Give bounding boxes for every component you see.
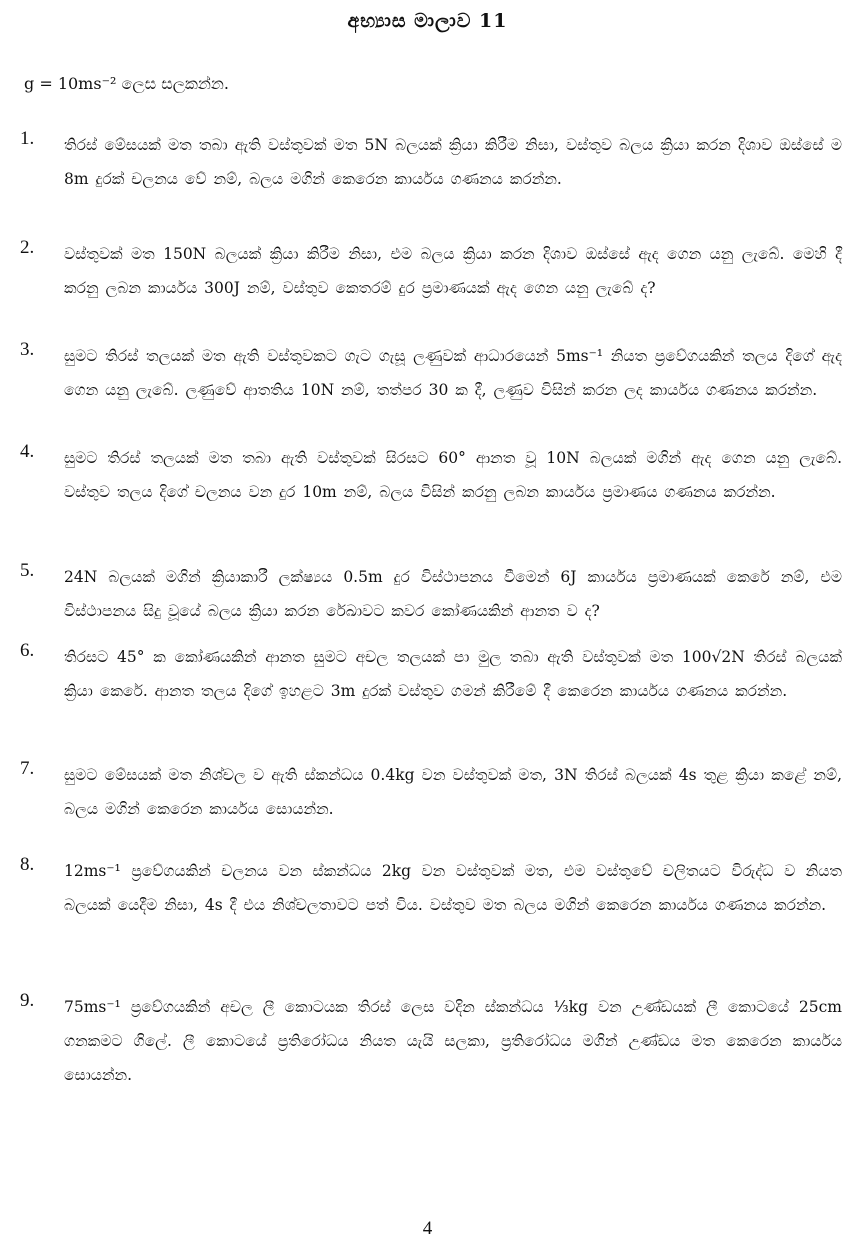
question-number: 5. xyxy=(20,560,35,581)
question-number: 7. xyxy=(20,758,35,779)
page-number: 4 xyxy=(422,1218,433,1239)
question-number: 8. xyxy=(20,854,35,875)
question-text: සුමට තිරස් තලයක් මත තබා ඇති වස්තුවක් සිරසට 60° ආනත වූ 10N බලයක් මගින් ඇද ගෙන යනු ලැබේ. වස්තුව තලය දිගේ චලනය වන දුර 10m නම්, බලය විසින් කරනු ලබන කාර්යය ප්‍රමාණය ගණනය කරන්න. xyxy=(64,449,842,501)
question-text: 12ms⁻¹ ප්‍රවේගයකින් චලනය වන ස්කන්ධය 2kg වන වස්තුවක් මත, එම වස්තුවේ චලිතයට විරුද්ධ ව නියත බලයක් යෙදීම නිසා, 4s දී එය නිශ්චලතාවට පත් විය. වස්තුව මත බලය මගින් කෙරෙන කාර්යය ගණනය කරන්න. xyxy=(64,862,842,914)
question-number: 1. xyxy=(20,128,35,149)
question-text: 75ms⁻¹ ප්‍රවේගයකින් අචල ලී කොටයක තිරස් ලෙස වදින ස්කන්ධය ⅓kg වන උණ්ඩයක් ලී කොටයේ 25cm ගනකමට ගිලේ. ලී කොටයේ ප්‍රතිරෝධය නියත යැයි සලකා, ප්‍රතිරෝධය මගින් උණ්ඩය මත කෙරෙන කාර්යය සොයන්න. xyxy=(64,998,842,1084)
question-text: තිරසට 45° ක කෝණයකින් ආනත සුමට අචල තලයක් පා මුල තබා ඇති වස්තුවක් මත 100√2N තිරස් බලයක් ක්‍රියා කෙරේ. ආනත තලය දිගේ ඉහළට 3m දුරක් වස්තුව ගමන් කිරීමේ දී කෙරෙන කාර්යය ගණනය කරන්න. xyxy=(64,648,842,700)
question-text: තිරස් මේසයක් මත තබා ඇති වස්තුවක් මත 5N බලයක් ක්‍රියා කිරීම නිසා, වස්තුව බලය ක්‍රියා කරන දිශාව ඔස්සේ ම 8m දුරක් චලනය වේ නම්, බලය මගින් කෙරෙන කාර්යය ගණනය කරන්න. xyxy=(64,136,842,188)
question-text: සුමට තිරස් තලයක් මත ඇති වස්තුවකට ගැට ගැසූ ලණුවක් ආධාරයෙන් 5ms⁻¹ නියත ප්‍රවේගයකින් තලය දිගේ ඇද ගෙන යනු ලැබේ. ලණුවේ ආතතිය 10N නම්, තත්පර 30 ක දී, ලණුව විසින් කරන ලද කාර්යය ගණනය කරන්න. xyxy=(64,347,842,399)
question-text: වස්තුවක් මත 150N බලයක් ක්‍රියා කිරීම නිසා, එම බලය ක්‍රියා කරන දිශාව ඔස්සේ ඇද ගෙන යනු ලැබේ. මෙහි දී කරනු ලබන කාර්යය 300J නම්, වස්තුව කෙතරම් දුර ප්‍රමාණයක් ඇද ගෙන යනු ලැබේ ද? xyxy=(64,245,842,297)
gravity-instruction: g = 10ms⁻² ලෙස සලකන්න. xyxy=(24,74,229,93)
question-number: 4. xyxy=(20,441,35,462)
question-text: සුමට මේසයක් මත නිශ්චල ව ඇති ස්කන්ධය 0.4kg වන වස්තුවක් මත, 3N තිරස් බලයක් 4s තුළ ක්‍රියා කළේ නම්, බලය මගින් කෙරෙන කාර්යය සොයන්න. xyxy=(64,766,842,818)
question-number: 9. xyxy=(20,990,35,1011)
question-number: 2. xyxy=(20,237,35,258)
question-text: 24N බලයක් මගින් ක්‍රියාකාරී ලක්ෂ්‍යය 0.5m දුර විස්ථාපනය වීමෙන් 6J කාර්යය ප්‍රමාණයක් කෙරේ නම්, එම විස්ථාපනය සිදු වූයේ බලය ක්‍රියා කරන රේඛාවට කවර කෝණයකින් ආනත ව ද? xyxy=(64,568,842,620)
page-title: අභ්‍යාස මාලාව 11 xyxy=(347,10,508,32)
question-number: 3. xyxy=(20,339,35,360)
question-number: 6. xyxy=(20,640,35,661)
